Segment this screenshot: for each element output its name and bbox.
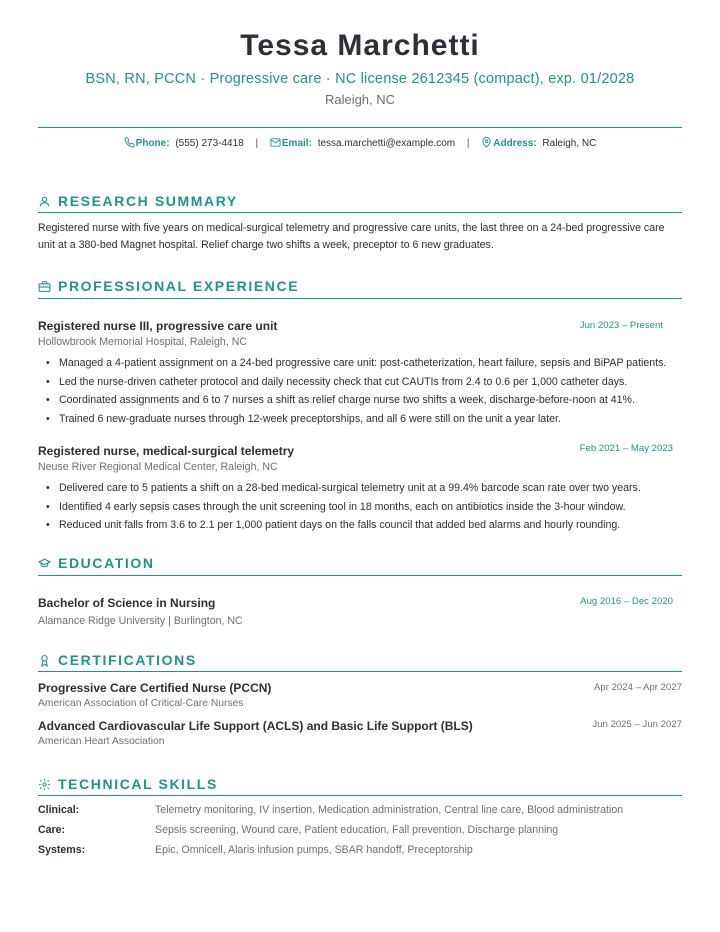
candidate-name: Tessa Marchetti (240, 29, 480, 62)
resume-header (0, 0, 720, 109)
job-organization: Neuse River Regional Medical Center, Raleigh, NC (38, 461, 278, 473)
job-bullets (38, 479, 698, 535)
section-divider (38, 212, 682, 213)
job-title: Registered nurse III, progressive care unit (38, 319, 278, 333)
job-dates: Jun 2023 – Present (579, 320, 663, 331)
skill-values: Epic, Omnicell, Alaris infusion pumps, SBAR handoff, Preceptorship (155, 844, 473, 856)
section-divider (38, 575, 682, 576)
phone-label: Phone: (135, 138, 170, 149)
skill-values: Telemetry monitoring, IV insertion, Medication administration, Central line care, Blood administration (155, 804, 624, 816)
job-title: Registered nurse, medical-surgical telemetry (38, 444, 295, 458)
skill-category: Clinical: (38, 804, 80, 816)
cert-name: Progressive Care Certified Nurse (PCCN) (38, 681, 272, 695)
cert-organization: American Heart Association (38, 736, 165, 747)
header-divider (38, 127, 682, 128)
email-label: Email: (281, 138, 312, 149)
section-title-skills: TECHNICAL SKILLS (38, 775, 218, 793)
list-item: • Trained 6 new-graduate nurses through 12-week preceptorships, and all 6 were still on the unit a year later. (38, 410, 698, 429)
cert-dates: Jun 2025 – Jun 2027 (592, 719, 682, 730)
summary-text: Registered nurse with five years on medical-surgical telemetry and progressive care units, the last three on a 24-bed progressive care unit at a 380-bed Magnet hospital. Relief charge two shifts a week, preceptor to 6 new graduates. (38, 222, 665, 251)
job-dates: Feb 2021 – May 2023 (579, 443, 673, 454)
phone-icon (124, 138, 136, 149)
contact-separator: | (255, 138, 259, 149)
gear-icon (38, 776, 58, 792)
list-item: • Led the nurse-driven catheter protocol and daily necessity check that cut CAUTIs from 2.4 to 0.6 per 1,000 catheter days. (38, 373, 698, 392)
contact-bar (0, 137, 720, 151)
job-organization: Hollowbrook Memorial Hospital, Raleigh, NC (38, 336, 248, 348)
contact-separator: | (466, 138, 470, 149)
list-item: • Reduced unit falls from 3.6 to 2.1 per 1,000 patient days on the falls council that added bed alarms and hourly rounding. (38, 516, 698, 535)
briefcase-icon (38, 278, 58, 294)
section-title-experience: PROFESSIONAL EXPERIENCE (38, 277, 299, 295)
section-title-certifications: CERTIFICATIONS (38, 651, 197, 669)
address-value: Raleigh, NC (542, 138, 597, 149)
list-item: • Managed a 4-patient assignment on a 24-bed progressive care unit: post-catheterization, heart failure, sepsis and BiPAP patients. (38, 354, 698, 373)
user-icon (38, 193, 58, 209)
list-item: • Delivered care to 5 patients a shift on a 28-bed medical-surgical telemetry unit at a 99.4% barcode scan rate over two years. (38, 479, 698, 498)
cert-dates: Apr 2024 – Apr 2027 (593, 682, 682, 693)
skill-category: Care: (38, 824, 66, 836)
job-bullets (38, 354, 698, 428)
section-divider (38, 298, 682, 299)
list-item: • Identified 4 early sepsis cases through the unit screening tool in 18 months, each on antibiotics inside the 3-hour window. (38, 498, 698, 517)
school-name: Alamance Ridge University | Burlington, NC (38, 615, 243, 627)
section-title-summary: RESEARCH SUMMARY (38, 192, 238, 210)
section-divider (38, 795, 682, 796)
award-ribbon-icon (38, 652, 58, 668)
section-divider (38, 671, 682, 672)
address-label: Address: (493, 138, 537, 149)
credentials-subtitle: BSN, RN, PCCN · Progressive care · NC license 2612345 (compact), exp. 01/2028 (85, 71, 635, 87)
email-icon (270, 138, 282, 149)
skill-values: Sepsis screening, Wound care, Patient education, Fall prevention, Discharge planning (155, 824, 559, 836)
header-location: Raleigh, NC (324, 92, 396, 107)
location-pin-icon (481, 138, 493, 149)
degree-title: Bachelor of Science in Nursing (38, 596, 216, 610)
email-value[interactable]: tessa.marchetti@example.com (317, 138, 456, 149)
skill-category: Systems: (38, 844, 86, 856)
graduation-cap-icon (38, 555, 58, 571)
education-dates: Aug 2016 – Dec 2020 (580, 596, 673, 607)
section-title-education: EDUCATION (38, 554, 155, 572)
cert-organization: American Association of Critical-Care Nurses (38, 698, 244, 709)
cert-name: Advanced Cardiovascular Life Support (ACLS) and Basic Life Support (BLS) (38, 719, 473, 733)
list-item: • Coordinated assignments and 6 to 7 nurses a shift as relief charge nurse two shifts a week, discharge-before-noon at 41%. (38, 391, 698, 410)
phone-value[interactable]: (555) 273-4418 (175, 138, 244, 149)
